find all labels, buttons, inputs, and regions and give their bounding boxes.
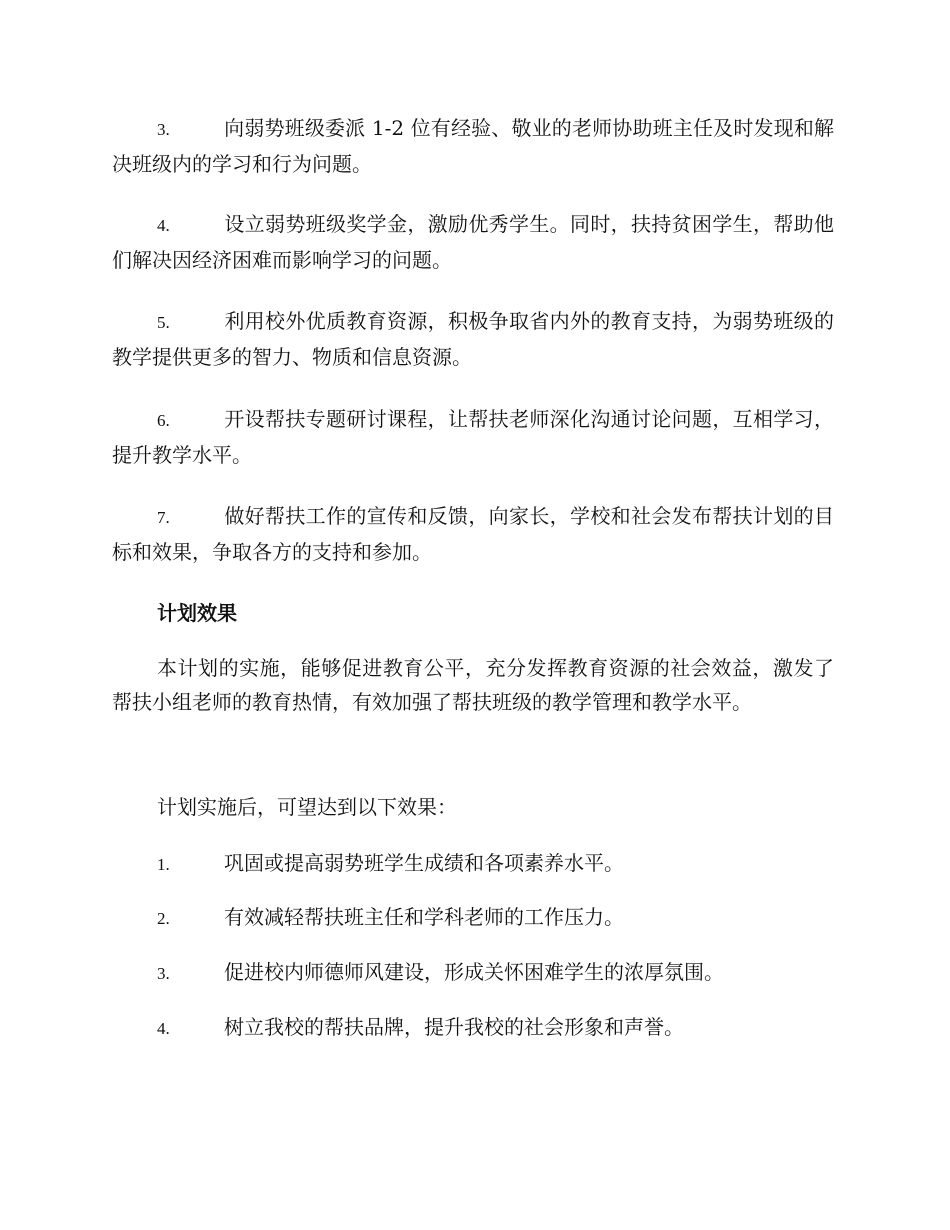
plan-item bbox=[112, 207, 834, 277]
item-number: 6. bbox=[157, 411, 170, 430]
effect-item bbox=[112, 955, 834, 991]
item-number: 3. bbox=[157, 964, 170, 983]
item-text: 做好帮扶工作的宣传和反馈，向家长，学校和社会发布帮扶计划的目标和效果，争取各方的支持和参加。 bbox=[112, 504, 834, 564]
item-number: 7. bbox=[157, 508, 170, 527]
effect-item bbox=[112, 900, 834, 936]
item-number: 1. bbox=[157, 855, 170, 874]
item-number: 2. bbox=[157, 909, 170, 928]
plan-item bbox=[112, 111, 834, 181]
item-number: 4. bbox=[157, 216, 170, 235]
item-text: 设立弱势班级奖学金，激励优秀学生。同时，扶持贫困学生，帮助他们解决因经济困难而影响学习的问题。 bbox=[112, 212, 834, 272]
item-text: 树立我校的帮扶品牌，提升我校的社会形象和声誉。 bbox=[224, 1015, 684, 1039]
plan-item bbox=[112, 402, 834, 472]
item-text: 开设帮扶专题研讨课程，让帮扶老师深化沟通讨论问题，互相学习，提升教学水平。 bbox=[112, 407, 834, 467]
item-number: 5. bbox=[157, 313, 170, 332]
intro-paragraph: 本计划的实施，能够促进教育公平，充分发挥教育资源的社会效益，激发了帮扶小组老师的教育热情，有效加强了帮扶班级的教学管理和教学水平。 bbox=[112, 656, 834, 714]
item-number: 3. bbox=[157, 120, 170, 139]
plan-item bbox=[112, 304, 834, 374]
plan-item bbox=[112, 499, 834, 569]
item-text: 利用校外优质教育资源，积极争取省内外的教育支持，为弱势班级的教学提供更多的智力、物质和信息资源。 bbox=[112, 309, 834, 369]
lead-paragraph: 计划实施后，可望达到以下效果： bbox=[157, 795, 457, 819]
effect-item bbox=[112, 846, 834, 882]
effect-item bbox=[112, 1010, 834, 1046]
item-text: 有效减轻帮扶班主任和学科老师的工作压力。 bbox=[224, 905, 624, 929]
section-heading: 计划效果 bbox=[157, 601, 237, 625]
item-text: 向弱势班级委派 1-2 位有经验、敬业的老师协助班主任及时发现和解决班级内的学习和行为问题。 bbox=[112, 116, 834, 176]
item-number: 4. bbox=[157, 1019, 170, 1038]
item-text: 促进校内师德师风建设，形成关怀困难学生的浓厚氛围。 bbox=[224, 960, 724, 984]
item-text: 巩固或提高弱势班学生成绩和各项素养水平。 bbox=[224, 851, 624, 875]
